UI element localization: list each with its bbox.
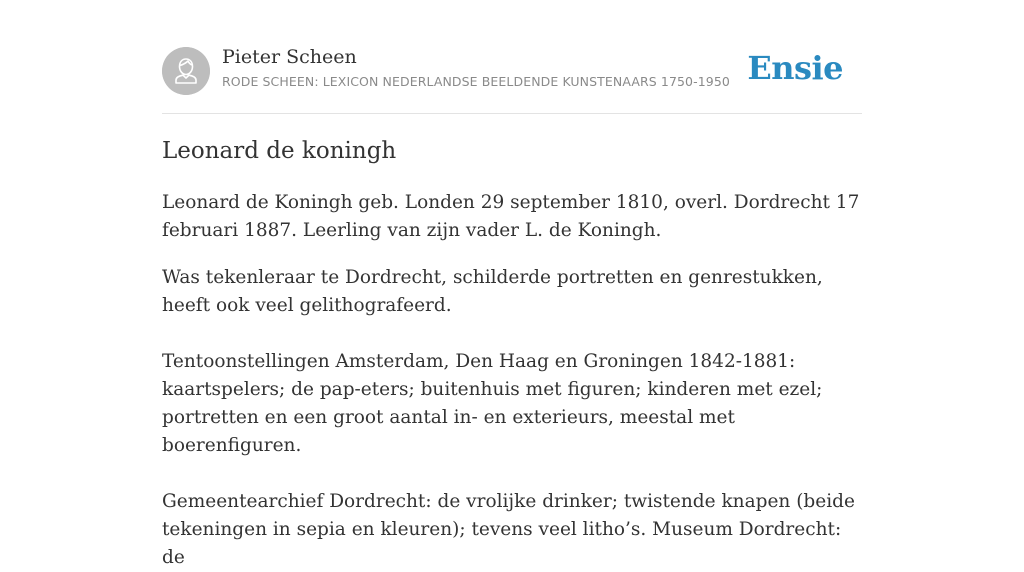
article-header (162, 46, 862, 96)
source-title[interactable]: RODE SCHEEN: LEXICON NEDERLANDSE BEELDENDE KUNSTENAARS 1750-1950 (222, 74, 730, 89)
article-paragraph: Gemeentearchief Dordrecht: de vrolijke drinker; twistende knapen (beide tekeningen in sepia en kleuren); tevens veel litho’s. Museum Dordrecht: de (162, 491, 855, 568)
author-name[interactable]: Pieter Scheen (222, 46, 357, 68)
article-paragraph: Leonard de Koningh geb. Londen 29 september 1810, overl. Dordrecht 17 februari 1887. Leerling van zijn vader L. de Koningh. (162, 192, 860, 241)
author-avatar[interactable] (162, 47, 210, 95)
article-paragraph: Tentoonstellingen Amsterdam, Den Haag en Groningen 1842-1881: kaartspelers; de pap-eters; buitenhuis met figuren; kinderen met ezel; portretten en een groot aantal in- en exterieurs, meestal met boerenfiguren. (162, 351, 823, 456)
article-paragraph: Was tekenleraar te Dordrecht, schilderde portretten en genrestukken, heeft ook veel gelithografeerd. (162, 267, 823, 316)
user-icon (162, 47, 210, 95)
article-title: Leonard de koningh (162, 138, 397, 164)
ensie-logo[interactable]: Ensie (747, 49, 843, 87)
article-body (162, 189, 862, 572)
header-divider (162, 113, 862, 114)
